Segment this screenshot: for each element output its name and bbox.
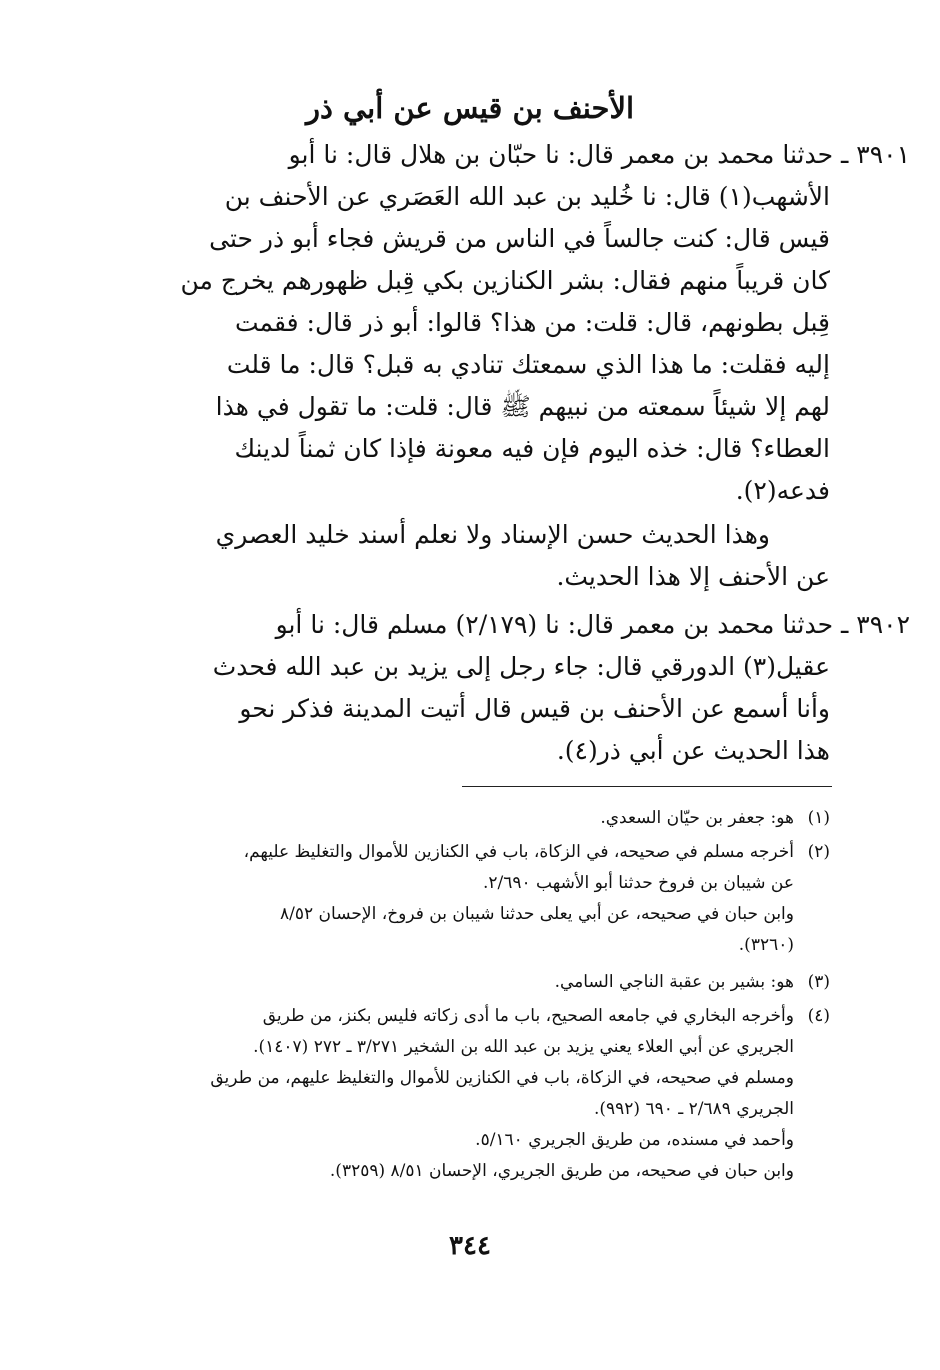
footnote-line: الجريري ٢/٦٨٩ ـ ٦٩٠ (٩٩٢). [593,1099,794,1119]
footnote-label: (١) [807,808,830,828]
hadith-entry-3901 [110,134,910,512]
text-line: إليه فقلت: ما هذا الذي سمعتك تنادي به قبل؟ قال: ما قلت [226,350,830,379]
footnote-line: هو: بشير بن عقبة الناجي السامي. [554,972,794,992]
footnote-line: ومسلم في صحيحه، في الزكاة، باب في الكنازين للأموال والتغليظ عليهم، من طريق [210,1068,794,1088]
footnote-line: الجريري عن أبي العلاء يعني يزيد بن عبد الله بن الشخير ٣/٢٧١ ـ ٢٧٢ (١٤٠٧). [253,1037,794,1057]
hadith-entry-3902 [110,604,910,772]
footnote-line: أخرجه مسلم في صحيحه، في الزكاة، باب في الكنازين للأموال والتغليظ عليهم، [243,842,794,862]
footnote-1 [110,803,830,834]
footnote-line: هو: جعفر بن حيّان السعدي. [600,808,794,828]
footnote-separator [462,786,832,787]
page-number: ٣٤٤ [449,1231,491,1261]
text-line: قيس قال: كنت جالساً في الناس من قريش فجاء أبو ذر حتى [209,224,830,253]
text-line: هذا الحديث عن أبي ذر(٤). [556,736,830,765]
text-line: فدعه(٢). [735,476,830,505]
text-line: عقيل(٣) الدورقي قال: جاء رجل إلى يزيد بن عبد الله فحدث [212,652,830,681]
text-line: كان قريباً منهم فقال: بشر الكنازين بكي قِبل ظهورهم يخرج من [180,266,830,295]
text-line: وهذا الحديث حسن الإسناد ولا نعلم أسند خليد العصري [215,520,770,549]
footnote-line: وأحمد في مسنده، من طريق الجريري ٥/١٦٠. [475,1130,794,1150]
text-line: الأشهب(١) قال: نا خُليد بن عبد الله العَصَري عن الأحنف بن [224,182,830,211]
footnote-4 [110,1001,830,1187]
text-line: ٣٩٠٢ ـ حدثنا محمد بن معمر قال: نا (٢/١٧٩) مسلم قال: نا أبو [275,610,910,639]
footnote-label: (٢) [807,842,830,862]
footnote-line: عن شيبان بن فروخ حدثنا أبو الأشهب ٢/٦٩٠. [482,873,794,893]
text-line: العطاء؟ قال: خذه اليوم فإن فيه معونة فإذا كان ثمناً لدينك [234,434,830,463]
text-line: عن الأحنف إلا هذا الحديث. [556,562,830,591]
text-line: وأنا أسمع عن الأحنف بن قيس قال أتيت المدينة فذكر نحو [239,694,830,723]
footnote-label: (٤) [807,1006,830,1026]
page-title: الأحنف بن قيس عن أبي ذر [305,91,635,125]
text-line: قِبل بطونهم، قال: قلت: من هذا؟ قالوا: أبو ذر قال: فقمت [234,308,830,337]
footnote-line: وابن حبان في صحيحه، من طريق الجريري، الإحسان ٨/٥١ (٣٢٥٩). [329,1161,794,1181]
text-line: ٣٩٠١ ـ حدثنا محمد بن معمر قال: نا حبّان بن هلال قال: نا أبو [288,140,910,169]
footnotes [110,803,830,1187]
footnote-line: وابن حبان في صحيحه، عن أبي يعلى حدثنا شيبان بن فروخ، الإحسان ٨/٥٢ [280,904,794,924]
footnote-2 [110,837,830,961]
footnote-line: (٣٢٦٠). [738,935,794,955]
footnote-3 [110,967,830,998]
author-remark [130,514,830,598]
footnote-label: (٣) [807,972,830,992]
text-line: لهم إلا شيئاً سمعته من نبيهم ﷺ قال: قلت: ما تقول في هذا [215,392,830,421]
footnote-line: وأخرجه البخاري في جامعه الصحيح، باب ما أدى زكاته فليس بكنز، من طريق [262,1006,794,1026]
